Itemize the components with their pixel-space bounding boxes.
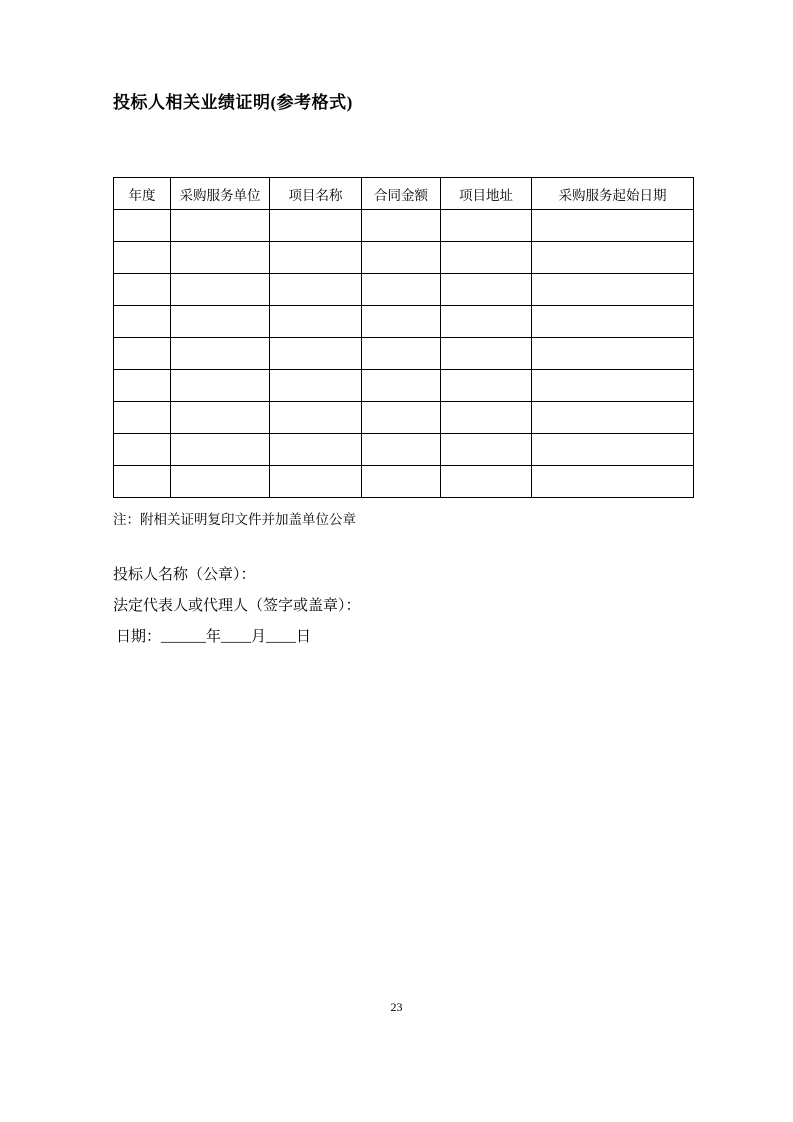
table-cell[interactable]: [171, 402, 270, 434]
page-number: 23: [390, 1000, 403, 1014]
table-cell[interactable]: [114, 402, 171, 434]
table-cell[interactable]: [362, 402, 441, 434]
table-header-cell: 年度: [114, 178, 171, 210]
table-cell[interactable]: [441, 274, 532, 306]
table-cell[interactable]: [532, 434, 694, 466]
page-title: 投标人相关业绩证明(参考格式): [113, 93, 353, 112]
table-cell[interactable]: [362, 210, 441, 242]
table-cell[interactable]: [532, 306, 694, 338]
table-cell[interactable]: [441, 370, 532, 402]
table-cell[interactable]: [114, 306, 171, 338]
table-row: [114, 466, 694, 498]
table-cell[interactable]: [532, 370, 694, 402]
table-cell[interactable]: [270, 402, 362, 434]
table-cell[interactable]: [270, 274, 362, 306]
table-header-cell: 采购服务单位: [171, 178, 270, 210]
date-line: 日期：______年____月____日: [116, 629, 312, 645]
table-cell[interactable]: [441, 242, 532, 274]
table-cell[interactable]: [114, 466, 171, 498]
table-row: [114, 402, 694, 434]
table-cell[interactable]: [270, 210, 362, 242]
signature-block: [113, 560, 361, 653]
table-cell[interactable]: [362, 338, 441, 370]
table-cell[interactable]: [114, 210, 171, 242]
performance-table: [113, 177, 694, 498]
table-cell[interactable]: [362, 370, 441, 402]
table-header-row: [114, 178, 694, 210]
table-cell[interactable]: [114, 434, 171, 466]
table-cell[interactable]: [441, 338, 532, 370]
table-row: [114, 370, 694, 402]
table-cell[interactable]: [532, 402, 694, 434]
table-cell[interactable]: [171, 338, 270, 370]
table-cell[interactable]: [171, 306, 270, 338]
table-cell[interactable]: [441, 466, 532, 498]
table-header-cell: 项目名称: [270, 178, 362, 210]
table-cell[interactable]: [532, 274, 694, 306]
table-cell[interactable]: [171, 210, 270, 242]
table-cell[interactable]: [532, 338, 694, 370]
table-cell[interactable]: [441, 434, 532, 466]
table-header-cell: 采购服务起始日期: [532, 178, 694, 210]
table-cell[interactable]: [171, 242, 270, 274]
table-cell[interactable]: [114, 370, 171, 402]
table-cell[interactable]: [270, 466, 362, 498]
table-cell[interactable]: [114, 338, 171, 370]
table-cell[interactable]: [362, 242, 441, 274]
table-row: [114, 306, 694, 338]
legal-representative-line: 法定代表人或代理人（签字或盖章）：: [113, 598, 361, 614]
table-cell[interactable]: [171, 370, 270, 402]
table-header-cell: 项目地址: [441, 178, 532, 210]
table-cell[interactable]: [270, 370, 362, 402]
table-cell[interactable]: [532, 242, 694, 274]
table-cell[interactable]: [270, 434, 362, 466]
table-cell[interactable]: [362, 274, 441, 306]
table-cell[interactable]: [362, 306, 441, 338]
table-cell[interactable]: [441, 210, 532, 242]
table-cell[interactable]: [441, 306, 532, 338]
table-header-cell: 合同金额: [362, 178, 441, 210]
bidder-name-line: 投标人名称（公章）：: [113, 567, 256, 583]
table-row: [114, 338, 694, 370]
table-row: [114, 242, 694, 274]
table-cell[interactable]: [532, 466, 694, 498]
table-row: [114, 274, 694, 306]
table-cell[interactable]: [171, 466, 270, 498]
table-note: 注：附相关证明复印文件并加盖单位公章: [113, 512, 356, 527]
table-cell[interactable]: [532, 210, 694, 242]
table-cell[interactable]: [362, 434, 441, 466]
table-cell[interactable]: [270, 242, 362, 274]
table-cell[interactable]: [171, 434, 270, 466]
table-row: [114, 434, 694, 466]
table-cell[interactable]: [441, 402, 532, 434]
table-row: [114, 210, 694, 242]
table-cell[interactable]: [270, 338, 362, 370]
table-cell[interactable]: [270, 306, 362, 338]
table-cell[interactable]: [362, 466, 441, 498]
table-cell[interactable]: [114, 242, 171, 274]
table-cell[interactable]: [171, 274, 270, 306]
table-cell[interactable]: [114, 274, 171, 306]
